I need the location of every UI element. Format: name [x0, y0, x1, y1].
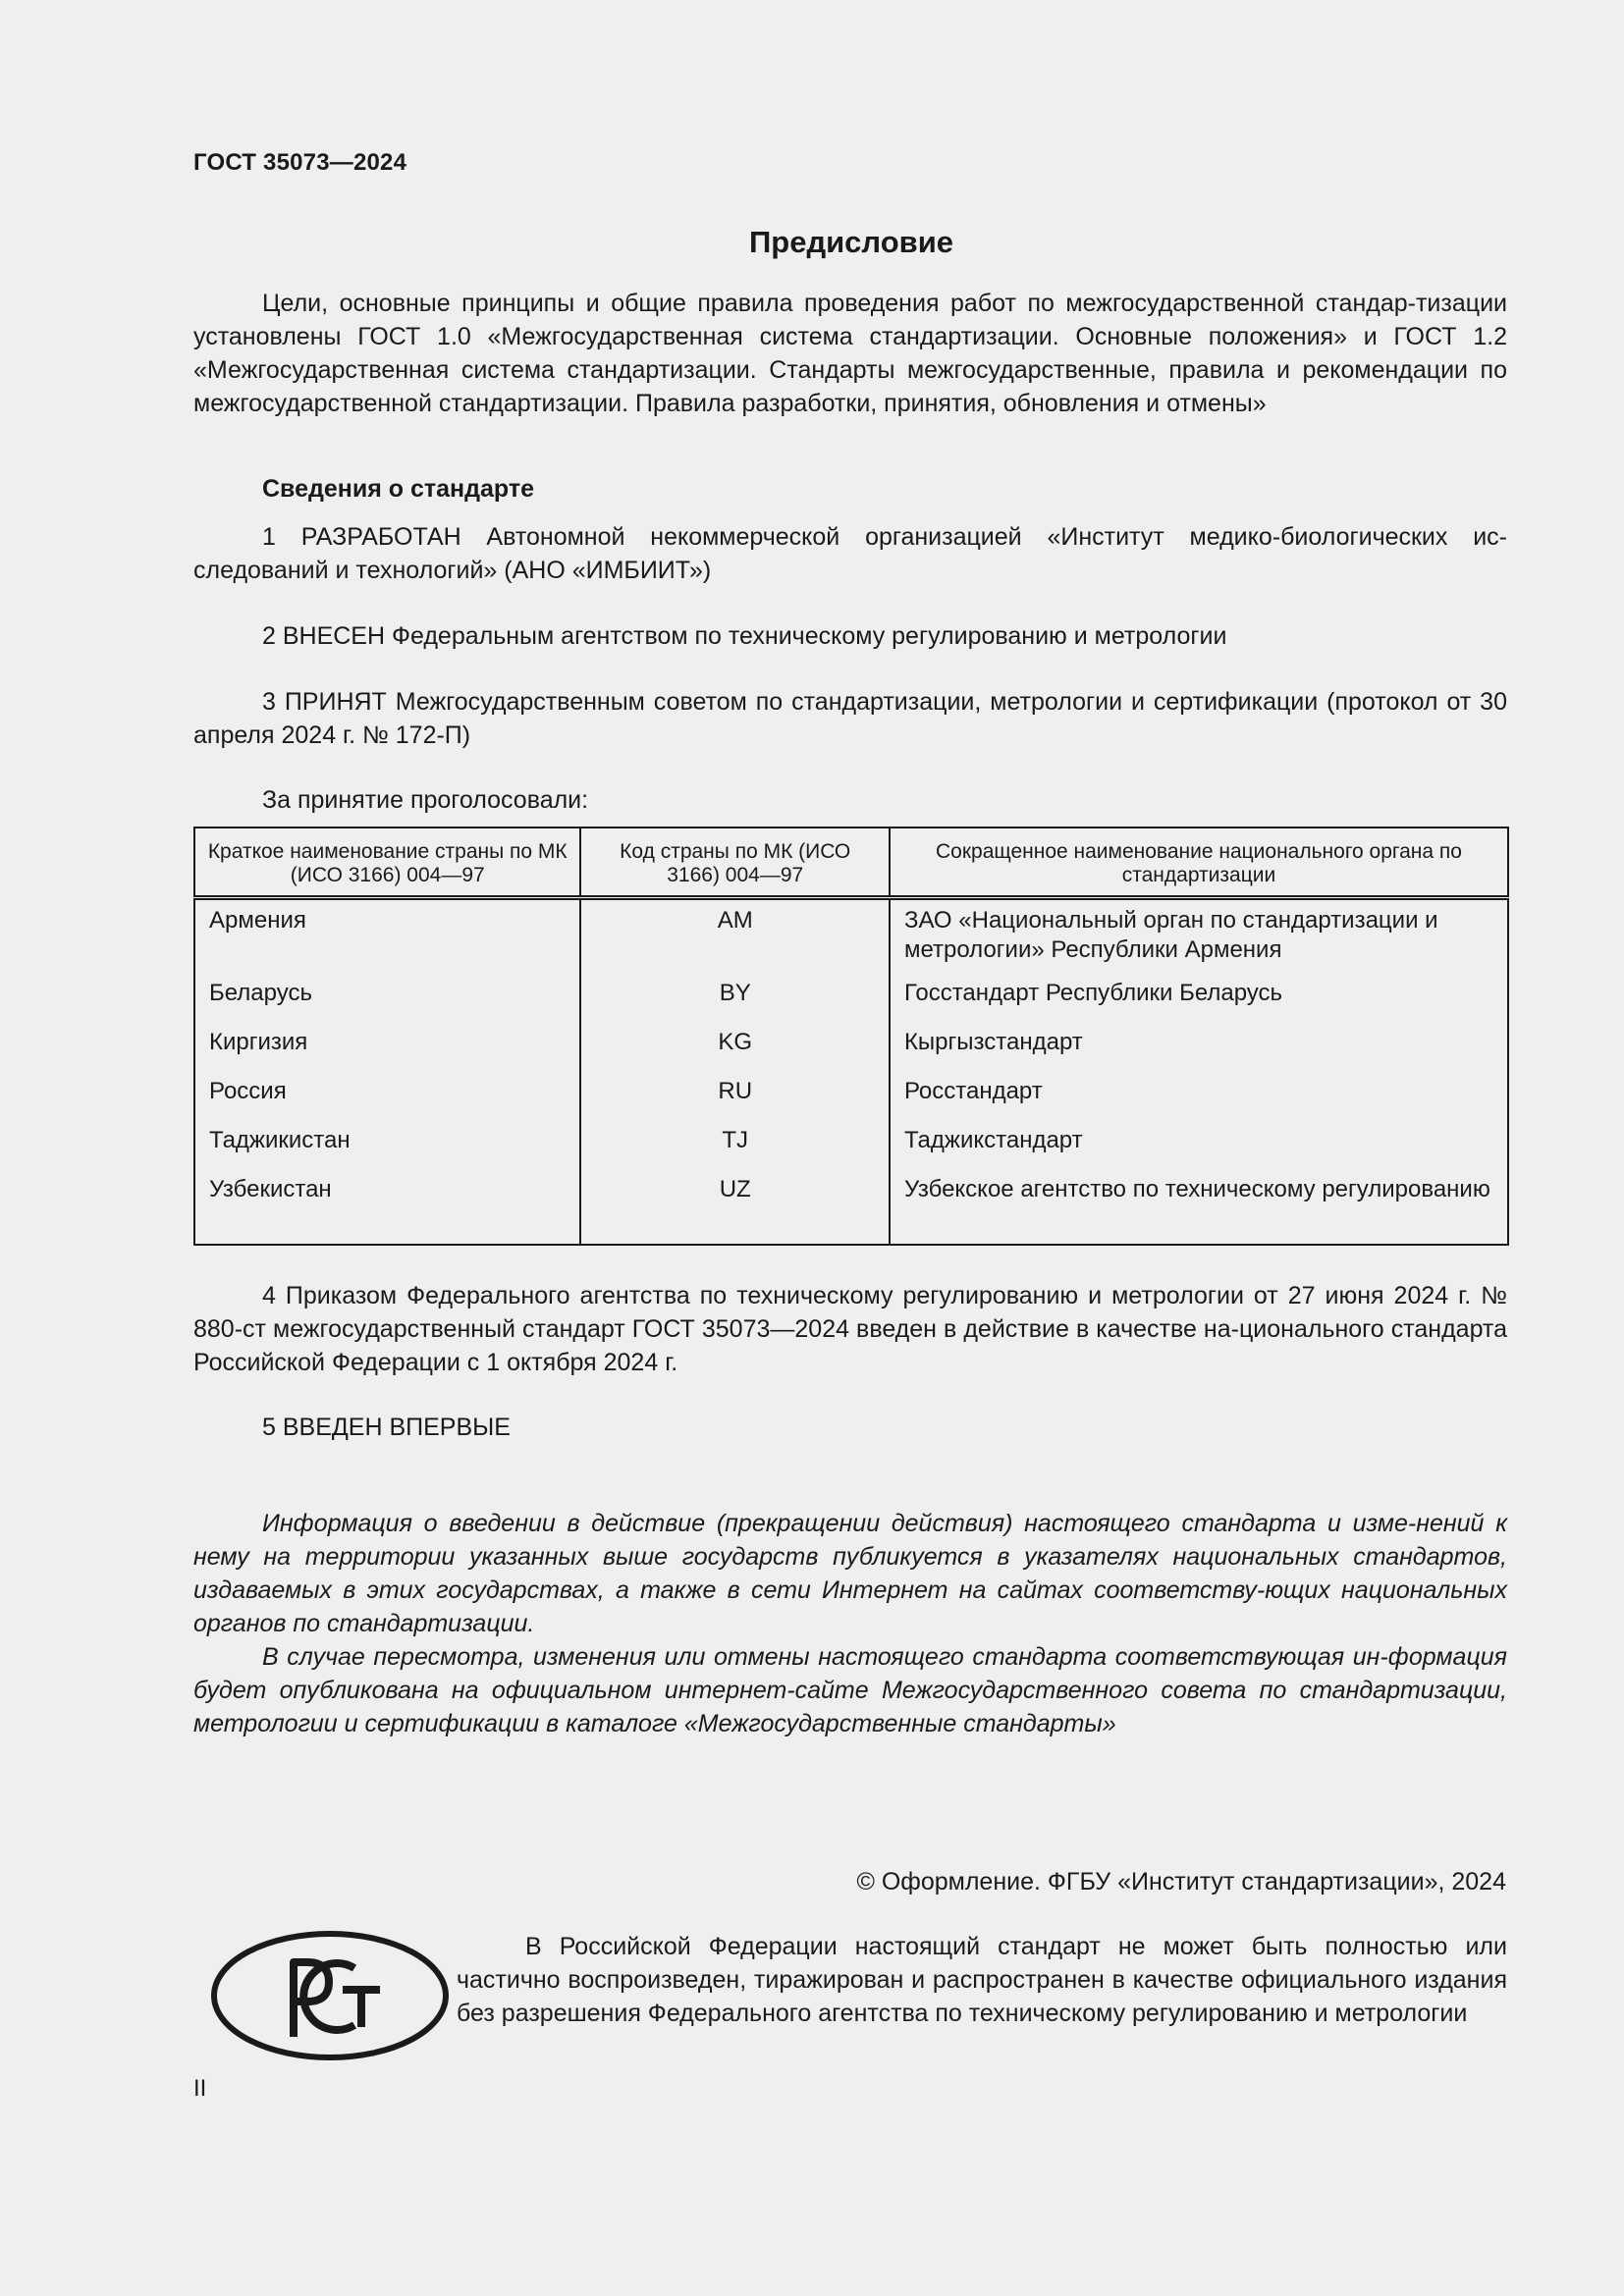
item-1 [193, 520, 1507, 587]
item-5 [193, 1411, 1507, 1444]
section-heading: Сведения о стандарте [262, 475, 535, 503]
page-number: II [193, 2075, 207, 2102]
code-cell: AM [580, 898, 889, 980]
item-2 [193, 619, 1507, 653]
body-cell: Госстандарт Республики Беларусь [890, 979, 1508, 1028]
doc-code-header: ГОСТ 35073—2024 [193, 149, 407, 176]
table-row [194, 1028, 1508, 1077]
votes-intro-text: За принятие проголосовали: [262, 786, 589, 814]
country-cell: Узбекистан [194, 1175, 580, 1245]
copyright-notice-text: В Российской Федерации настоящий стандарт не может быть полностью или частично воспроизведен, тиражирован и распространен в качестве официального издания без разрешения Федерального агентства по техническому регулированию и метрологии [457, 1933, 1507, 2027]
intro-text: Цели, основные принципы и общие правила проведения работ по межгосударственной стандар-тизации установлены ГОСТ 1.0 «Межгосударственная система стандартизации. Основные положения» и ГОСТ 1.2 «Межгосударственная система стандартизации. Стандарты межгосударственные, правила и рекомендации по межгосударственной стандартизации. Правила разработки, принятия, обновления и отмены» [193, 290, 1507, 417]
code-cell: BY [580, 979, 889, 1028]
country-cell: Россия [194, 1077, 580, 1126]
section-heading-wrap [193, 472, 1507, 506]
col-header-body: Сокращенное наименование национального органа по стандартизации [890, 828, 1508, 898]
table-row [194, 979, 1508, 1028]
item-3 [193, 685, 1507, 752]
table-row [194, 1175, 1508, 1245]
table-row [194, 898, 1508, 980]
code-cell: TJ [580, 1126, 889, 1175]
col-header-code: Код страны по МК (ИСО 3166) 004—97 [580, 828, 889, 898]
body-cell: Росстандарт [890, 1077, 1508, 1126]
item-4 [193, 1279, 1507, 1379]
votes-intro [193, 783, 1507, 817]
table-header-row [194, 828, 1508, 898]
body-cell: ЗАО «Национальный орган по стандартизации и метрологии» Республики Армения [890, 898, 1508, 980]
body-cell: Узбекское агентство по техническому регулированию [890, 1175, 1508, 1245]
copyright-notice [457, 1930, 1507, 2030]
country-cell: Киргизия [194, 1028, 580, 1077]
copyright-line: © Оформление. ФГБУ «Институт стандартизации», 2024 [856, 1868, 1506, 1896]
rst-logo-icon [207, 1927, 453, 2064]
table-row [194, 1077, 1508, 1126]
country-cell: Армения [194, 898, 580, 980]
code-cell: RU [580, 1077, 889, 1126]
page-title: Предисловие [748, 225, 953, 259]
col-header-country: Краткое наименование страны по МК (ИСО 3166) 004—97 [194, 828, 580, 898]
table-row [194, 1126, 1508, 1175]
item-1-text: 1 РАЗРАБОТАН Автономной некоммерческой организацией «Институт медико-биологических ис-следований и технологий» (АНО «ИМБИИТ») [193, 523, 1507, 584]
italic-note-1: Информация о введении в действие (прекращении действия) настоящего стандарта и изме-нений к нему на территории указанных выше государств публикуется в указателях национальных стандартов, издаваемых в этих государствах, а также в сети Интернет на сайтах соответству-ющих национальных органов по стандартизации. [193, 1510, 1507, 1637]
italic-notes [193, 1507, 1507, 1740]
item-5-text: 5 ВВЕДЕН ВПЕРВЫЕ [262, 1414, 511, 1441]
item-3-text: 3 ПРИНЯТ Межгосударственным советом по стандартизации, метрологии и сертификации (протокол от 30 апреля 2024 г. № 172-П) [193, 688, 1507, 749]
votes-table [193, 827, 1509, 1246]
country-cell: Беларусь [194, 979, 580, 1028]
intro-paragraph [193, 287, 1507, 420]
item-4-text: 4 Приказом Федерального агентства по техническому регулированию и метрологии от 27 июня 2024 г. № 880-ст межгосударственный стандарт ГОСТ 35073—2024 введен в действие в качестве на-ционального стандарта Российской Федерации с 1 октября 2024 г. [193, 1282, 1507, 1376]
country-cell: Таджикистан [194, 1126, 580, 1175]
body-cell: Кыргызстандарт [890, 1028, 1508, 1077]
italic-note-2: В случае пересмотра, изменения или отмены настоящего стандарта соответствующая ин-формация будет опубликована на официальном интернет-сайте Межгосударственного совета по стандартизации, метрологии и сертификации в каталоге «Межгосударственные стандарты» [193, 1643, 1507, 1737]
body-cell: Таджикстандарт [890, 1126, 1508, 1175]
code-cell: KG [580, 1028, 889, 1077]
code-cell: UZ [580, 1175, 889, 1245]
item-2-text: 2 ВНЕСЕН Федеральным агентством по техническому регулированию и метрологии [262, 622, 1227, 650]
